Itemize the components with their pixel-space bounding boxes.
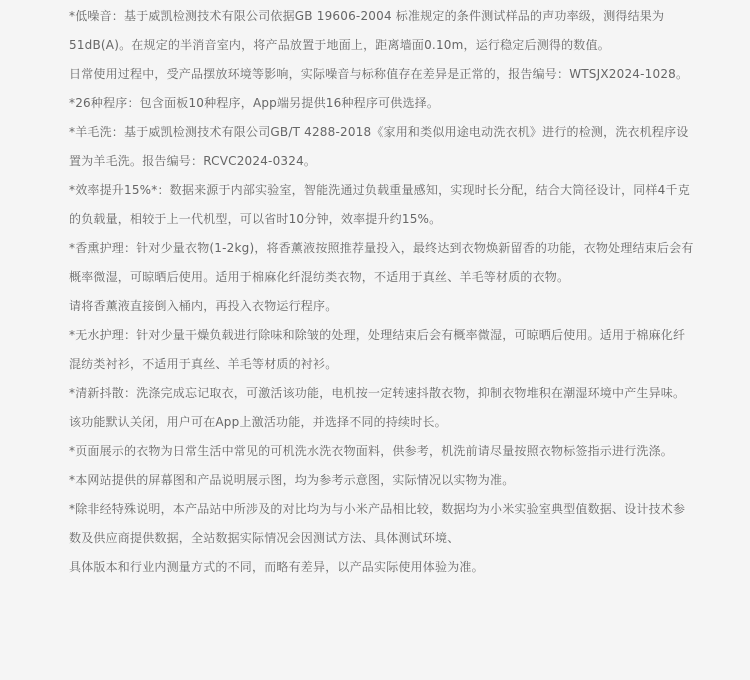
note-line: *清新抖散：洗涤完成忘记取衣，可激活该功能，电机按一定转速抖散衣物，抑制衣物堆积在潮湿环境中产生异味。: [69, 386, 686, 400]
note-line: 的负载量，相较于上一代机型，可以省时10分钟，效率提升约15%。: [69, 212, 442, 226]
note-line: 具体版本和行业内测量方式的不同，而略有差异，以产品实际使用体验为准。: [69, 560, 484, 574]
note-line: *除非经特殊说明，本产品站中所涉及的对比均为与小米产品相比较，数据均为小米实验室典型值数据、设计技术参: [69, 502, 686, 516]
note-line: *低噪音：基于威凯检测技术有限公司依据GB 19606-2004 标准规定的条件测试样品的声功率级，测得结果为: [69, 9, 665, 23]
note-line: 概率微湿，可晾晒后使用。适用于棉麻化纤混纺类衣物，不适用于真丝、羊毛等材质的衣物。: [69, 270, 570, 284]
note-line: 置为羊毛洗。报告编号：RCVC2024-0324。: [69, 154, 317, 168]
note-line: *无水护理：针对少量干燥负载进行除味和除皱的处理，处理结束后会有概率微湿，可晾晒后使用。适用于棉麻化纤: [69, 328, 686, 342]
note-line: 混纺类衬衫，不适用于真丝、羊毛等材质的衬衫。: [69, 357, 338, 371]
note-line: *效率提升15%*：数据来源于内部实验室，智能洗通过负载重量感知，实现时长分配，结合大筒径设计，同样4千克: [69, 183, 690, 197]
note-line: *香熏护理：针对少量衣物(1-2kg)，将香薰液按照推荐量投入，最终达到衣物焕新留香的功能，衣物处理结束后会有: [69, 241, 694, 255]
note-line: 数及供应商提供数据，全站数据实际情况会因测试方法、具体测试环境、: [69, 531, 460, 545]
note-line: 日常使用过程中，受产品摆放环境等影响，实际噪音与标称值存在差异是正常的，报告编号：WTSJX2024-1028。: [69, 67, 689, 81]
note-line: *羊毛洗：基于威凯检测技术有限公司GB/T 4288-2018《家用和类似用途电动洗衣机》进行的检测，洗衣机程序设: [69, 125, 689, 139]
note-line: *26种程序：包含面板10种程序，App端另提供16种程序可供选择。: [69, 96, 440, 110]
note-line: *页面展示的衣物为日常生活中常见的可机洗水洗衣物面料，供参考，机洗前请尽量按照衣物标签指示进行洗涤。: [69, 444, 674, 458]
note-line: 该功能默认关闭，用户可在App上激活功能，并选择不同的持续时长。: [69, 415, 447, 429]
note-line: 51dB(A)。在规定的半消音室内，将产品放置于地面上，距离墙面0.10m，运行稳定后测得的数值。: [69, 38, 610, 52]
note-line: 请将香薰液直接倒入桶内，再投入衣物运行程序。: [69, 299, 338, 313]
note-line: *本网站提供的屏幕图和产品说明展示图，均为参考示意图，实际情况以实物为准。: [69, 473, 515, 487]
